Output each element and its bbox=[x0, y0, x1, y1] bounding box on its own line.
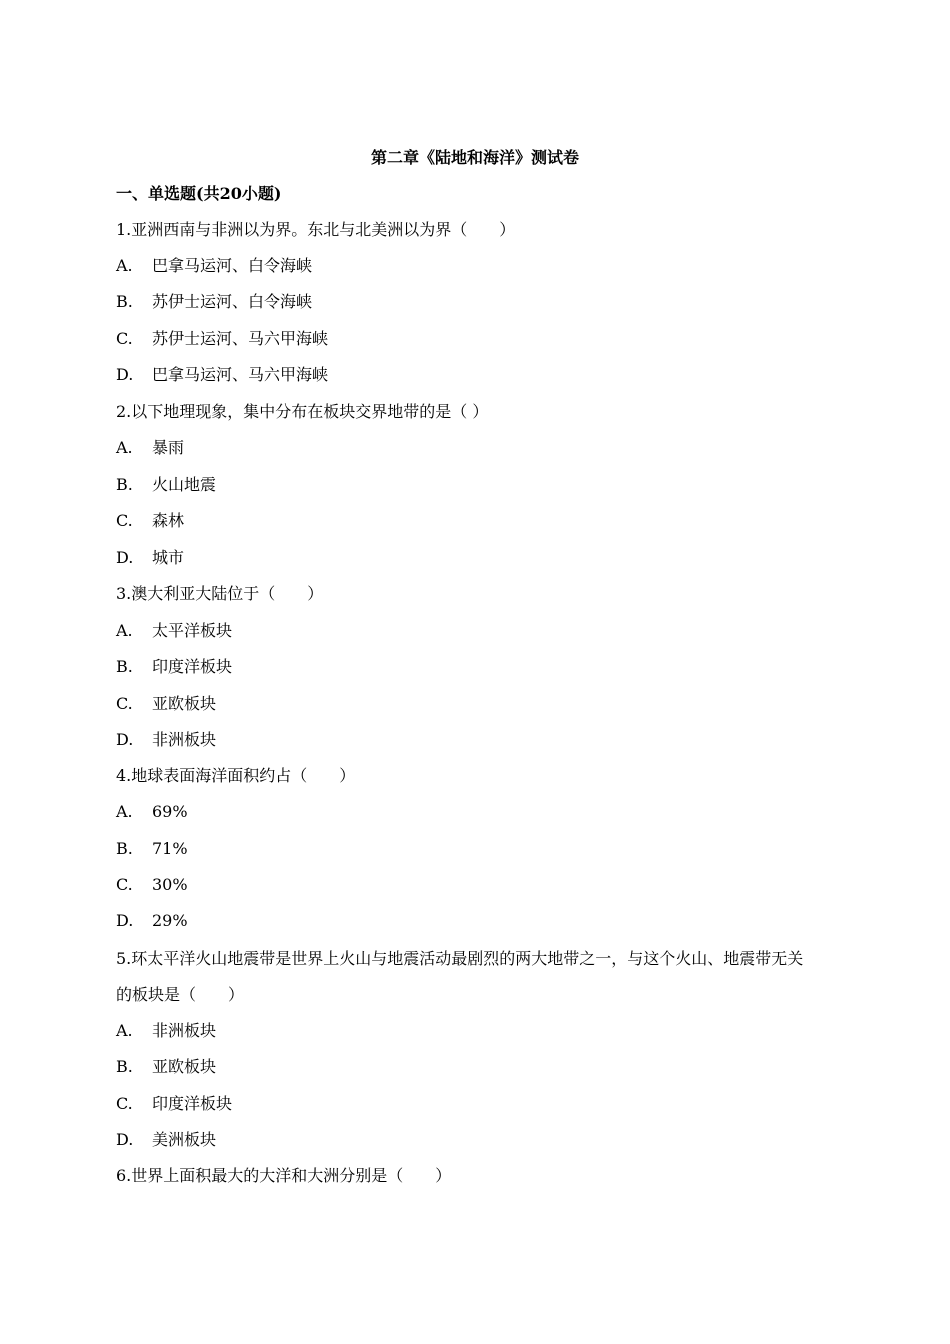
question-stem: 5.环太平洋火山地震带是世界上火山与地震活动最剧烈的两大地带之一，与这个火山、地震带无关 bbox=[116, 949, 804, 968]
option-item bbox=[116, 728, 216, 752]
option-letter: A. bbox=[116, 1021, 133, 1040]
option-text: 印度洋板块 bbox=[152, 1094, 233, 1113]
option-text: 69% bbox=[152, 802, 188, 821]
option-item bbox=[116, 800, 188, 824]
option-item bbox=[116, 837, 188, 861]
option-text: 亚欧板块 bbox=[152, 694, 217, 713]
option-letter: B. bbox=[116, 1057, 133, 1076]
option-text: 巴拿马运河、马六甲海峡 bbox=[152, 365, 329, 384]
option-item bbox=[116, 655, 232, 679]
option-letter: C. bbox=[116, 329, 133, 348]
option-text: 非洲板块 bbox=[152, 1021, 217, 1040]
option-letter: D. bbox=[116, 730, 134, 749]
option-item bbox=[116, 473, 216, 497]
option-letter: A. bbox=[116, 438, 133, 457]
option-letter: C. bbox=[116, 694, 133, 713]
question-stem-continued: 的板块是（ ） bbox=[116, 985, 245, 1004]
option-text: 暴雨 bbox=[152, 438, 185, 457]
option-text: 30% bbox=[152, 875, 188, 894]
option-text: 印度洋板块 bbox=[152, 657, 233, 676]
option-item bbox=[116, 1128, 216, 1152]
option-text: 71% bbox=[152, 839, 188, 858]
option-letter: B. bbox=[116, 657, 133, 676]
option-text: 森林 bbox=[152, 511, 185, 530]
option-item bbox=[116, 254, 312, 278]
option-item bbox=[116, 909, 188, 933]
question-stem: 6.世界上面积最大的大洋和大洲分别是（ ） bbox=[116, 1166, 452, 1185]
option-item bbox=[116, 546, 184, 570]
option-text: 巴拿马运河、白令海峡 bbox=[152, 256, 313, 275]
option-letter: B. bbox=[116, 292, 133, 311]
option-item bbox=[116, 436, 184, 460]
option-item bbox=[116, 509, 184, 533]
question-stem: 2.以下地理现象，集中分布在板块交界地带的是（ ） bbox=[116, 402, 489, 421]
section-heading: 一、单选题(共20小题) bbox=[116, 184, 282, 203]
option-letter: C. bbox=[116, 875, 133, 894]
option-item bbox=[116, 327, 328, 351]
option-item bbox=[116, 1055, 216, 1079]
option-item bbox=[116, 873, 188, 897]
option-item bbox=[116, 290, 312, 314]
option-letter: A. bbox=[116, 621, 133, 640]
option-text: 火山地震 bbox=[152, 475, 217, 494]
option-text: 苏伊士运河、白令海峡 bbox=[152, 292, 313, 311]
question-stem: 4.地球表面海洋面积约占（ ） bbox=[116, 766, 356, 785]
option-letter: B. bbox=[116, 839, 133, 858]
option-item bbox=[116, 619, 232, 643]
option-text: 非洲板块 bbox=[152, 730, 217, 749]
document-title: 第二章《陆地和海洋》测试卷 bbox=[370, 148, 579, 167]
question-stem: 1.亚洲西南与非洲以为界。东北与北美洲以为界（ ） bbox=[116, 220, 516, 239]
option-letter: D. bbox=[116, 548, 134, 567]
option-item bbox=[116, 1092, 232, 1116]
option-letter: A. bbox=[116, 256, 133, 275]
option-letter: D. bbox=[116, 911, 134, 930]
option-text: 29% bbox=[152, 911, 188, 930]
option-item bbox=[116, 692, 216, 716]
option-letter: A. bbox=[116, 802, 133, 821]
option-item bbox=[116, 363, 328, 387]
option-text: 城市 bbox=[152, 548, 185, 567]
option-text: 苏伊士运河、马六甲海峡 bbox=[152, 329, 329, 348]
option-text: 亚欧板块 bbox=[152, 1057, 217, 1076]
question-stem: 3.澳大利亚大陆位于（ ） bbox=[116, 584, 324, 603]
option-item bbox=[116, 1019, 216, 1043]
option-letter: D. bbox=[116, 1130, 134, 1149]
option-text: 美洲板块 bbox=[152, 1130, 217, 1149]
option-letter: C. bbox=[116, 511, 133, 530]
option-letter: D. bbox=[116, 365, 134, 384]
option-text: 太平洋板块 bbox=[152, 621, 233, 640]
option-letter: B. bbox=[116, 475, 133, 494]
option-letter: C. bbox=[116, 1094, 133, 1113]
